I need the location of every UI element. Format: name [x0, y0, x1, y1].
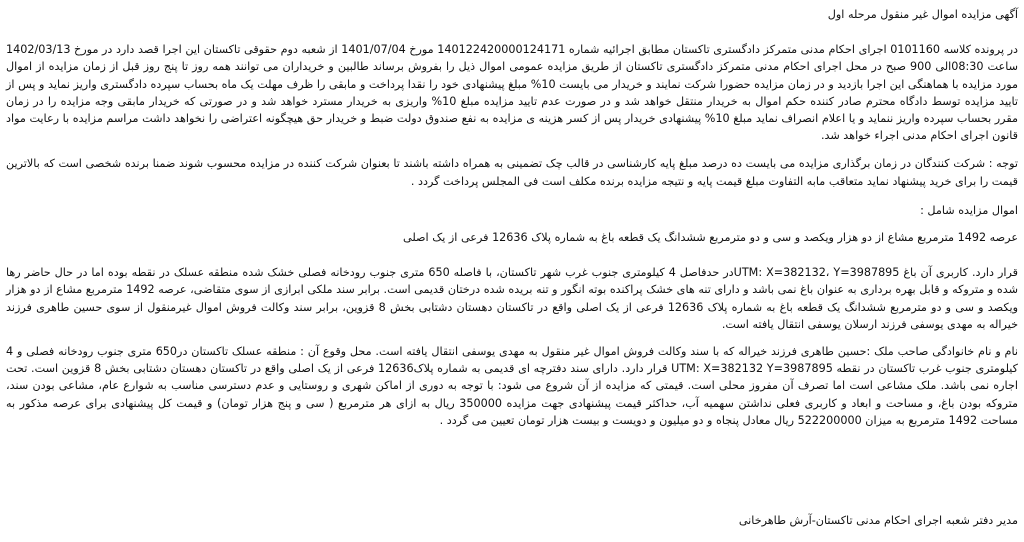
signature-line: مدیر دفتر شعبه اجرای احکام مدنی تاکستان-آرش طاهرخانی — [738, 514, 1018, 527]
notice-paragraph: توجه : شرکت کنندگان در زمان برگذاری مزایده می بایست ده درصد مبلغ پایه کارشناسی در قالب چک تضمینی به همراه داشته باشند تا بعنوان شرکت کننده در مزایده محسوب شوند ضمنا برنده شخصی است که بالاترین قیمت را برای خرید پیشنهاد نماید متعاقب مابه التفاوت مبلغ قیمت پایه و نتیجه مزایده برنده مکلف است فی المجلس پرداخت گردد . — [6, 157, 1018, 188]
asset-description-line: عرصه 1492 مترمربع مشاع از دو هزار ویکصد و سی و دو مترمربع ششدانگ یک قطعه باغ به شماره پلاک 12636 فرعی از یک اصلی — [403, 231, 1018, 245]
owner-and-pricing-paragraph: نام و نام خانوادگی صاحب ملک :حسین طاهری فرزند خیراله که با سند وکالت فروش اموال غیر منقول به مهدی یوسفی انتقال یافته است. محل وقوع آن : منطقه عسلک تاکستان در650 متری جنوب رودخانه فصلی و 4 کیلومتری جنوب غرب تاکستان در نقطه UTM: X=382132 Y=3987895 قرار دارد. دارای سند دفترچه ای قدیمی به شماره پلاک12636 فرعی از یک اصلی واقع در تاکستان دهستان دشتابی بخش 8 قزوین است. تحت اجاره نمی باشد. ملک مشاعی است اما تصرف آن مفروز محلی است. قیمتی که مزایده از آن شروع می شود: با توجه به دوری از اماکن شهری و روستایی و عدم دسترسی مناسب به شوارع عام، مشاعی بودن سند، متروکه بودن باغ، و مساحت و ابعاد و کاربری فعلی نداشتن سهمیه آب، حداکثر قیمت پیشنهادی جهت مزایده 350000 ریال به ازای هر مترمربع ( سی و پنج هزار تومان) و قیمت کل پیشنهادی برای عرصه مذکور به مساحت 1492 مترمربع به میزان 522200000 ریال معادل پنجاه و دو میلیون و دویست و بیست هزار تومان تعیین می گردد . — [6, 345, 1018, 427]
auction-notice-document — [6, 6, 1018, 536]
auction-terms-paragraph: در پرونده کلاسه 0101160 اجرای احکام مدنی متمرکز دادگستری تاکستان مطابق اجرائیه شماره 140122420000124171 مورخ 1401/07/04 از شعبه دوم حقوقی تاکستان این اجرا قصد دارد در مورخ 1402/03/13 ساعت 08:30الی 900 صبح در محل اجرای احکام مدنی متمرکز دادگستری تاکستان از طریق مزایده عمومی اموال ذیل را بفروش برساند طالبین و خریداران می توانند همه روز تا پنج روز قبل از زمان مزایده از اموال مورد مزایده با هماهنگی این اجرا بازدید و در زمان مزایده حضورا شرکت نمایند و خریدار می بایست 10% مبلغ پیشنهادی خود را نقدا پرداخت و مابقی را ظرف مهلت یک ماه بحساب سپرده دادگستری واریز نماید و پس از تایید مزایده توسط دادگاه محترم صادر کننده حکم اموال به خریدار منتقل خواهد شد و در صورت عدم تایید مزایده مبلغ 10% واریزی به خریدار مسترد خواهد شد و در صورتی که خریدار مابقی وجه مزایده را در زمان مقرر بحساب سپرده واریز ننماید و یا اعلام انصراف نماید مبلغ 10% پیشنهادی خریدار پس از کسر هزینه ی مزایده به نفع صندوق دولت ضبط و خریدار حق هیچگونه اعتراضی را نخواهد داشت مراسم مزایده با رعایت مواد قانون اجرای احکام مدنی اجراء خواهد شد. — [6, 43, 1019, 143]
document-title: آگهی مزایده اموال غیر منقول مرحله اول — [827, 8, 1018, 21]
property-details-paragraph: قرار دارد. کاربری آن باغ UTM: X=382132، Y=3987895در حدفاصل 4 کیلومتری جنوب غرب شهر تاکستان، با فاصله 650 متری جنوب رودخانه فصلی خشک شده منطقه عسلک در نقطه بوده اما در حال حاضر رها شده و متروکه و قابل بهره برداری به عنوان باغ نمی باشد و دارای تنه های خشک پراکنده بوته انگور و تنه بریده شده درختان قدیمی است. برابر سند ملکی ابرازی از سوی متقاضی، عرصه 1492 مترمربع مشاع از دو هزار ویکصد و سی و دو مترمربع ششدانگ یک قطعه باغ به شماره پلاک 12636 فرعی از یک اصلی واقع در تاکستان دهستان دشتابی بخش 8 قزوین، برابر سند وکالت فروش اموال غیرمنقول از سوی حسین طاهری فرزند خیراله به مهدی یوسفی فرزند ارسلان یوسفی انتقال یافته است. — [6, 266, 1019, 331]
assets-heading: اموال مزایده شامل : — [920, 203, 1018, 217]
